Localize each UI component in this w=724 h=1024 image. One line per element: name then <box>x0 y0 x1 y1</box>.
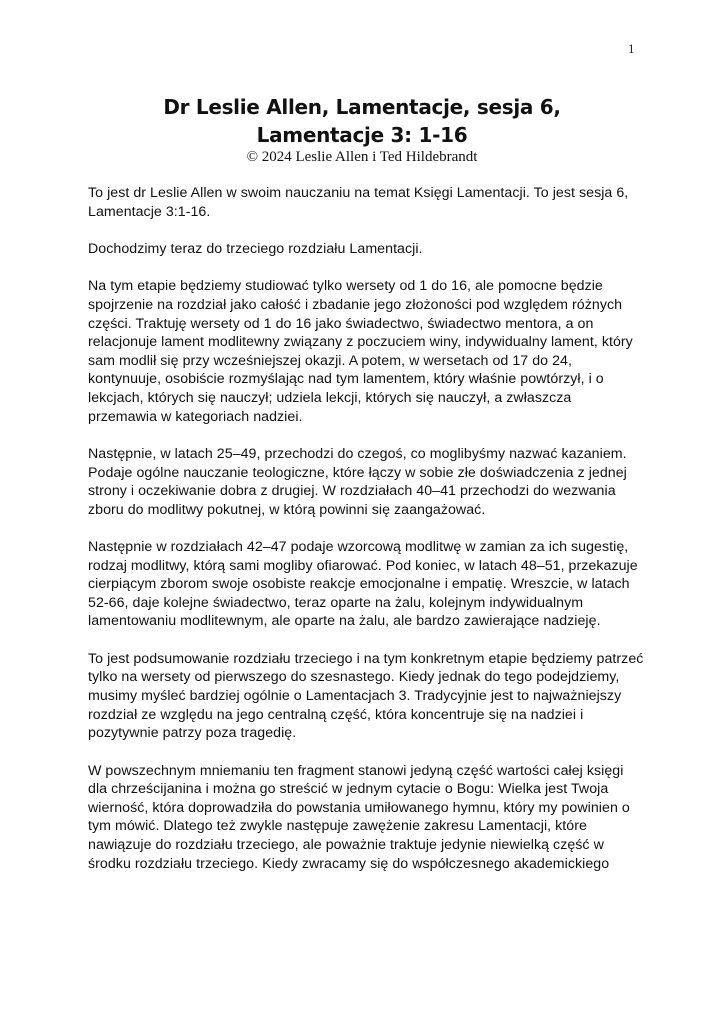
page-number: 1 <box>628 41 635 56</box>
document-body <box>88 184 644 892</box>
paragraph-4: Następnie, w latach 25–49, przechodzi do czegoś, co moglibyśmy nazwać kazaniem. Podaje ogólne nauczanie teologiczne, które łączy w sobie złe doświadczenia z jednej strony i oczekiwanie dobra z drugiej. W rozdziałach 40–41 przechodzi do wezwania zboru do modlitwy pokutnej, w którą powinni się zaangażować. <box>88 445 627 518</box>
paragraph-3: Na tym etapie będziemy studiować tylko wersety od 1 do 16, ale pomocne będzie spojrzenie na rozdział jako całość i zbadanie jego złożoności pod względem różnych części. Traktuję wersety od 1 do 16 jako świadectwo, świadectwo mentora, a on relacjonuje lament modlitewny związany z poczuciem winy, indywidualny lament, który sam modlił się przy wcześniejszej okazji. A potem, w wersetach od 17 do 24, kontynuuje, osobiście rozmyślając nad tym lamentem, który właśnie powtórzył, i o lekcjach, których się nauczył; udziela lekcji, których się nauczył, a zwłaszcza przemawia w kategoriach nadziei. <box>88 278 633 425</box>
document-title <box>0 93 724 149</box>
paragraph-2: Dochodzimy teraz do trzeciego rozdziału Lamentacji. <box>88 240 423 257</box>
paragraph-5: Następnie w rozdziałach 42–47 podaje wzorcową modlitwę w zamian za ich sugestię, rodzaj modlitwy, którą sami mogliby ofiarować. Pod koniec, w latach 48–51, przekazuje cierpiącym zborom swoje osobiste reakcje emocjonalne i empatię. Wreszcie, w latach 52-66, daje kolejne świadectwo, teraz oparte na żalu, kolejnym indywidualnym lamentowaniu modlitewnym, ale oparte na żalu, ale bardzo zawierające nadzieję. <box>88 539 638 630</box>
paragraph-1: To jest dr Leslie Allen w swoim nauczaniu na temat Księgi Lamentacji. To jest sesja 6, Lamentacje 3:1-16. <box>88 185 629 220</box>
copyright-notice: © 2024 Leslie Allen i Ted Hildebrandt <box>246 149 478 165</box>
paragraph-6: To jest podsumowanie rozdziału trzeciego i na tym konkretnym etapie będziemy patrzeć tylko na wersety od pierwszego do szesnastego. Kiedy jednak do tego podejdziemy, musimy myśleć bardziej ogólnie o Lamentacjach 3. Tradycyjnie jest to najważniejszy rozdział ze względu na jego centralną część, która koncentruje się na nadziei i pozytywnie patrzy poza tragedię. <box>88 650 644 742</box>
paragraph-7: W powszechnym mniemaniu ten fragment stanowi jedyną część wartości całej księgi dla chrześcijanina i można go streścić w jednym cytacie o Bogu: Wielka jest Twoja wierność, która doprowadziła do powstania umiłowanego hymnu, który my powinien o tym mówić. Dlatego też zwykle następuje zawężenie zakresu Lamentacji, które nawiązuje do rozdziału trzeciego, ale poważnie traktuje jedynie niewielką część w środku rozdziału trzeciego. Kiedy zwracamy się do współczesnego akademickiego <box>88 762 630 872</box>
title-line-1: Dr Leslie Allen, Lamentacje, sesja 6, <box>163 95 561 119</box>
title-line-2: Lamentacje 3: 1-16 <box>256 123 468 147</box>
